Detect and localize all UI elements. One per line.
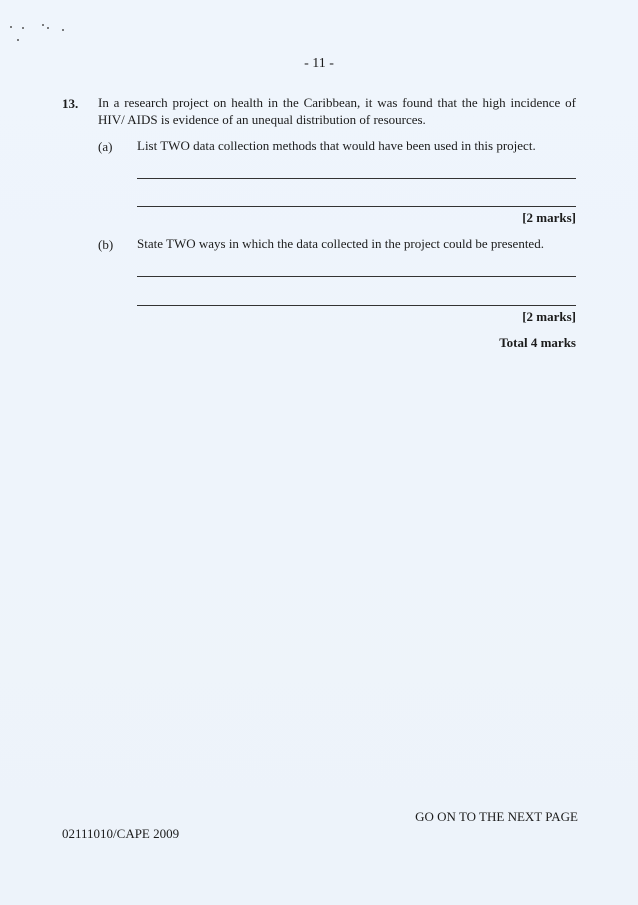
part-a-text: List TWO data collection methods that would have been used in this project.: [137, 138, 536, 153]
answer-line-a1[interactable]: [137, 178, 576, 179]
page-number: - 11 -: [304, 56, 334, 71]
scan-speck: [22, 27, 24, 29]
part-b-marks: [2 marks]: [522, 309, 576, 324]
scan-speck: [10, 26, 12, 28]
exam-code: 02111010/CAPE 2009: [62, 826, 180, 841]
question-stem: In a research project on health in the Caribbean, it was found that the high incidence of HIV/ AIDS is evidence of an unequal distribution of resources.: [98, 95, 576, 127]
part-b-label: (b): [98, 237, 114, 252]
scan-speck: [17, 39, 19, 41]
answer-line-b1[interactable]: [137, 276, 576, 277]
next-page-note: GO ON TO THE NEXT PAGE: [415, 809, 578, 824]
answer-line-b2[interactable]: [137, 305, 576, 306]
total-marks: Total 4 marks: [499, 335, 576, 350]
scan-speck: [42, 24, 44, 26]
question-number: 13.: [62, 96, 79, 111]
part-a-label: (a): [98, 139, 113, 154]
scan-speck: [62, 29, 64, 31]
scan-speck: [47, 27, 49, 29]
part-b-text: State TWO ways in which the data collected in the project could be presented.: [137, 236, 544, 251]
answer-line-a2[interactable]: [137, 206, 576, 207]
part-a-marks: [2 marks]: [522, 210, 576, 225]
